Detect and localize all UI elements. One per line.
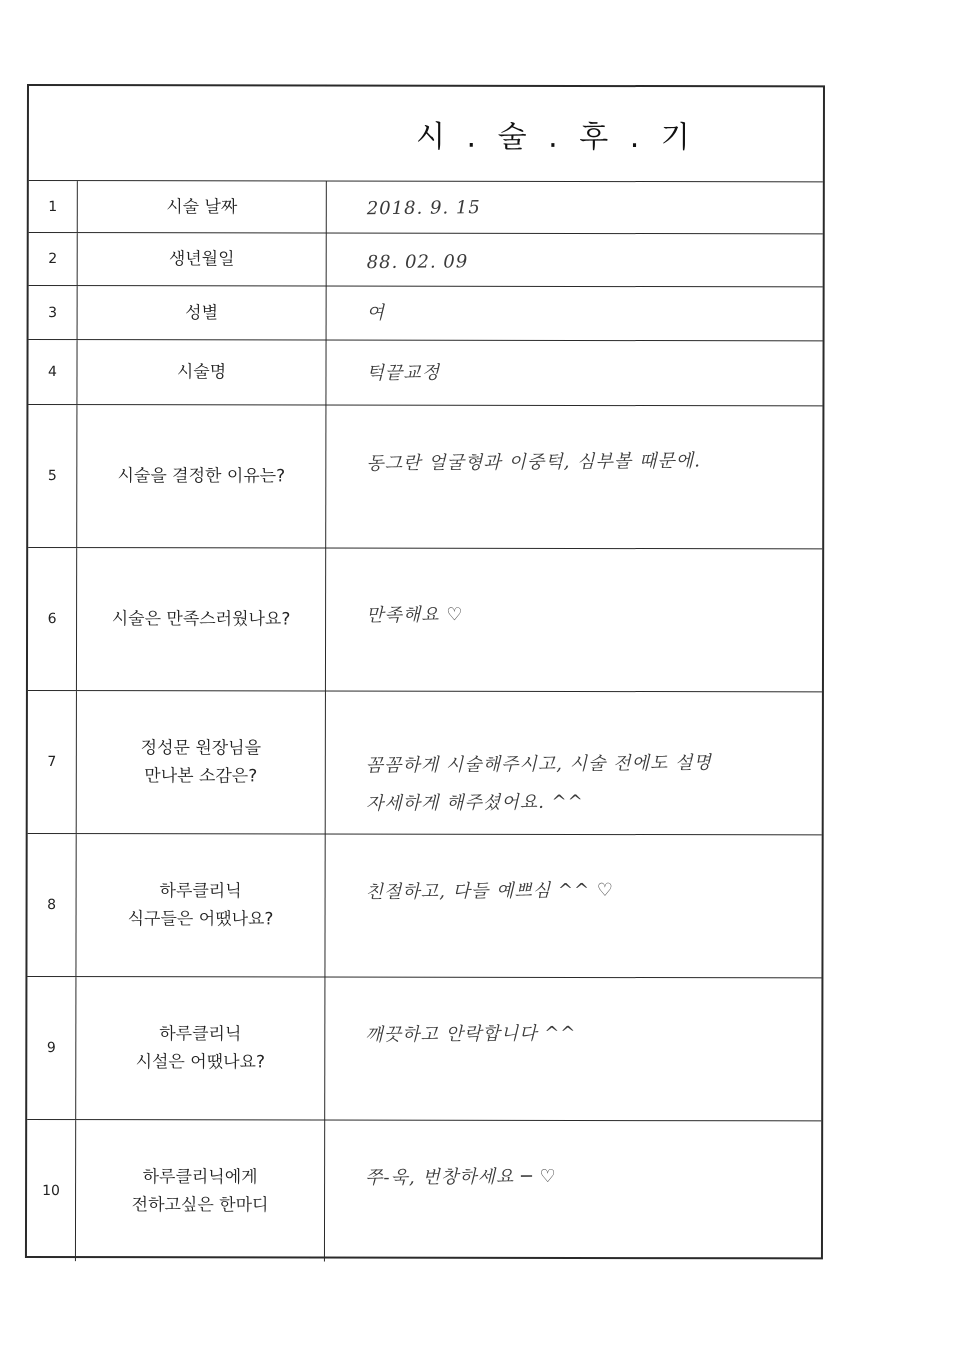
form-row bbox=[28, 691, 822, 835]
form-row bbox=[28, 548, 822, 692]
handwritten-answer: 여 bbox=[366, 302, 386, 324]
form-title: 시 . 술 . 후 . 기 bbox=[416, 119, 696, 156]
handwritten-answer: 쭈-욱, 번창하세요 ─ ♡ bbox=[364, 1165, 557, 1189]
question-label: 시술명 bbox=[77, 340, 326, 404]
question-label: 시술은 만족스러웠나요? bbox=[77, 548, 326, 690]
question-label: 성별 bbox=[78, 286, 327, 339]
answer-cell bbox=[327, 182, 823, 234]
form-row bbox=[28, 340, 822, 406]
row-number: 7 bbox=[28, 691, 77, 833]
question-label: 하루클리닉 시설은 어땠나요? bbox=[76, 977, 325, 1119]
form-row bbox=[27, 834, 821, 978]
row-number: 6 bbox=[28, 548, 77, 690]
answer-cell bbox=[326, 549, 822, 692]
form-row bbox=[27, 977, 821, 1121]
question-label: 하루클리닉 식구들은 어땠나요? bbox=[76, 834, 325, 976]
answer-cell bbox=[325, 978, 821, 1121]
answer-cell bbox=[325, 1121, 821, 1263]
row-number: 5 bbox=[28, 405, 77, 547]
handwritten-answer: 친절하고, 다들 예쁘심 ^^ ♡ bbox=[365, 879, 615, 903]
form-row bbox=[27, 1120, 821, 1262]
handwritten-answer: 2018. 9. 15 bbox=[366, 197, 481, 220]
question-label: 생년월일 bbox=[78, 233, 327, 285]
row-number: 2 bbox=[29, 233, 78, 285]
row-number: 8 bbox=[27, 834, 76, 976]
handwritten-answer: 꼼꼼하게 시술해주시고, 시술 전에도 설명 자세하게 해주셨어요. ^^ bbox=[365, 752, 712, 815]
form-row bbox=[29, 233, 823, 287]
answer-cell bbox=[326, 692, 822, 835]
row-number: 1 bbox=[29, 181, 78, 232]
handwritten-answer: 깨끗하고 안락합니다 ^^ bbox=[365, 1022, 577, 1046]
handwritten-answer: 88. 02. 09 bbox=[366, 251, 469, 274]
question-label: 하루클리닉에게 전하고싶은 한마디 bbox=[76, 1120, 325, 1261]
form-row bbox=[29, 181, 823, 234]
question-label: 시술 날짜 bbox=[78, 181, 327, 232]
answer-cell bbox=[327, 234, 823, 287]
row-number: 9 bbox=[27, 977, 76, 1119]
handwritten-answer: 만족해요 ♡ bbox=[365, 604, 464, 627]
question-label: 시술을 결정한 이유는? bbox=[77, 405, 326, 547]
handwritten-answer: 턱끝교정 bbox=[366, 362, 441, 384]
form-row bbox=[28, 405, 822, 549]
handwritten-answer: 동그란 얼굴형과 이중턱, 심부볼 때문에. bbox=[366, 450, 701, 475]
answer-cell bbox=[325, 835, 821, 978]
row-number: 10 bbox=[27, 1120, 76, 1261]
row-number: 4 bbox=[28, 340, 77, 404]
question-label: 정성문 원장님을 만나본 소감은? bbox=[77, 691, 326, 833]
row-number: 3 bbox=[29, 286, 78, 339]
form-row bbox=[29, 286, 823, 341]
answer-cell bbox=[326, 341, 822, 406]
review-form bbox=[25, 84, 825, 1259]
answer-cell bbox=[326, 406, 822, 549]
title-row bbox=[29, 86, 823, 182]
answer-cell bbox=[327, 287, 823, 341]
